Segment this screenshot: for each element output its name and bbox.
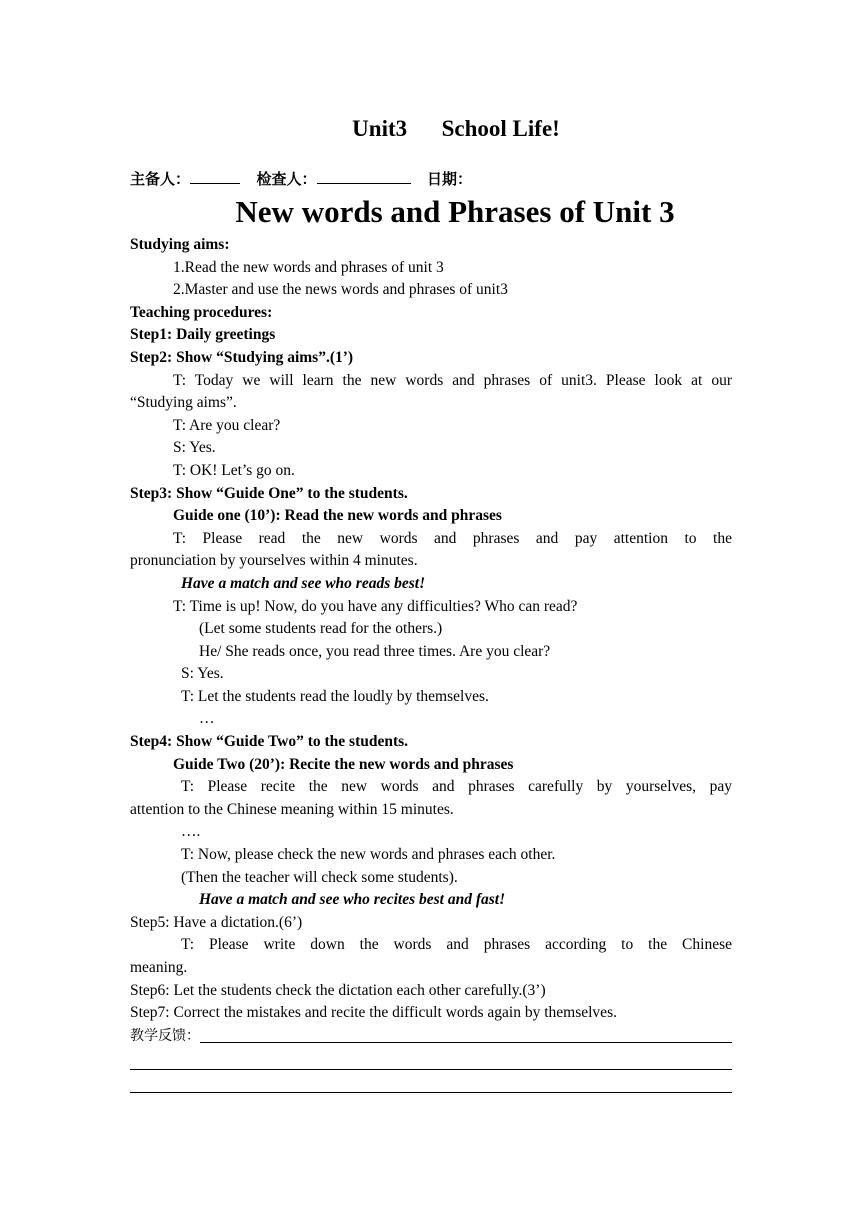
step-line: Step7: Correct the mistakes and recite the difficult words again by themselves. [130, 1004, 617, 1022]
dialogue-line: T: Let the students read the loudly by themselves. [181, 687, 489, 705]
preparer-label: 主备人： [130, 170, 191, 188]
dialogue-line: “Studying aims”. [130, 394, 237, 412]
feedback-blank [130, 1047, 732, 1070]
dialogue-line: S: Yes. [181, 665, 224, 683]
guide-heading: Guide Two (20’): Recite the new words and phrases [173, 755, 514, 773]
date-label: 日期： [426, 170, 472, 188]
ellipsis-line: …. [181, 823, 201, 841]
ellipsis-line: … [199, 710, 215, 728]
dialogue-line: T: Please read the new words and phrases and pay attention to the [173, 529, 732, 547]
aim-item: 1.Read the new words and phrases of unit 3 [173, 258, 444, 276]
dialogue-line: T: Please recite the new words and phrases carefully by yourselves, pay [181, 778, 732, 796]
dialogue-line: T: Are you clear? [173, 416, 281, 434]
step-line: Step5: Have a dictation.(6’) [130, 913, 303, 931]
dialogue-line: T: Now, please check the new words and phrases each other. [181, 846, 556, 864]
dialogue-line: S: Yes. [173, 439, 216, 457]
dialogue-line: (Let some students read for the others.) [199, 620, 443, 638]
feedback-blank [200, 1042, 732, 1043]
section-heading: Teaching procedures: [130, 303, 273, 321]
dialogue-line: T: Time is up! Now, do you have any difficulties? Who can read? [173, 597, 578, 615]
dialogue-line: T: Please write down the words and phrases according to the Chinese [181, 936, 732, 954]
dialogue-line: attention to the Chinese meaning within 15 minutes. [130, 800, 454, 818]
dialogue-line: T: OK! Let’s go on. [173, 461, 295, 479]
section-heading: Studying aims: [130, 236, 230, 253]
dialogue-line: meaning. [130, 959, 188, 976]
preparer-blank [190, 167, 240, 184]
page-heading: New words and Phrases of Unit 3 [235, 194, 675, 229]
feedback-label: 教学反馈： [130, 1027, 200, 1044]
emphasis-line: Have a match and see who reads best! [181, 574, 426, 592]
feedback-blank [130, 1070, 732, 1093]
dialogue-line: (Then the teacher will check some students). [181, 868, 458, 886]
unit-title: Unit3 School Life! [352, 116, 560, 141]
step-heading: Step1: Daily greetings [130, 326, 276, 344]
aim-item: 2.Master and use the news words and phrases of unit3 [173, 281, 508, 299]
meta-row [130, 166, 732, 192]
checker-label: 检查人： [256, 170, 317, 188]
guide-heading: Guide one (10’): Read the new words and phrases [173, 507, 502, 525]
step-heading: Step4: Show “Guide Two” to the students. [130, 733, 409, 751]
step-line: Step6: Let the students check the dictation each other carefully.(3’) [130, 981, 546, 999]
checker-blank [317, 167, 411, 184]
feedback-row [130, 1025, 732, 1048]
dialogue-line: He/ She reads once, you read three times. Are you clear? [199, 642, 551, 660]
step-heading: Step3: Show “Guide One” to the students. [130, 484, 408, 502]
dialogue-line: T: Today we will learn the new words and phrases of unit3. Please look at our [173, 371, 732, 389]
document-page [130, 112, 732, 1093]
dialogue-line: pronunciation by yourselves within 4 minutes. [130, 552, 418, 570]
step-heading: Step2: Show “Studying aims”.(1’) [130, 348, 354, 366]
emphasis-line: Have a match and see who recites best and fast! [199, 891, 506, 909]
